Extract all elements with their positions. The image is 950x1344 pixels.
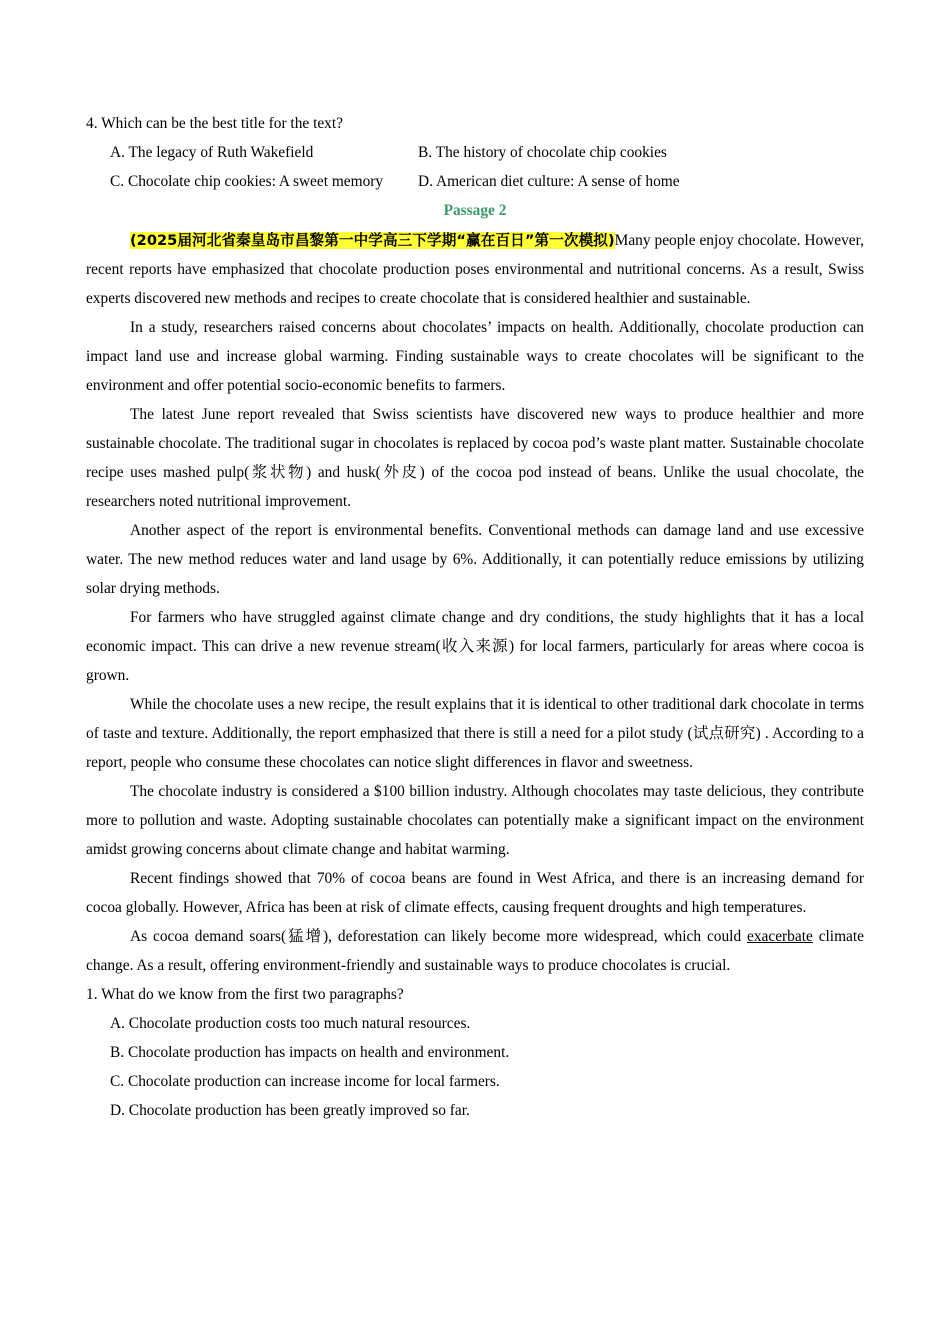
paragraph-2: In a study, researchers raised concerns about chocolates’ impacts on health. Additionally, chocolate production can impact land use and increase global warming. Finding sustainable ways to create chocolates will be significant to the environment and offer potential socio-economic benefits to farmers. [86,319,864,394]
paragraph-4: Another aspect of the report is environmental benefits. Conventional methods can damage land and use excessive water. The new method reduces water and land usage by 6%. Additionally, it can potentially reduce emissions by utilizing solar drying methods. [86,522,864,597]
question-4-option-d: D. American diet culture: A sense of home [418,173,680,190]
paragraph-5: For farmers who have struggled against climate change and dry conditions, the study highlights that it has a local economic impact. This can drive a new revenue stream(收入来源) for local farmers, particularly for areas where cocoa is grown. [86,609,864,684]
underlined-word: exacerbate [747,928,813,945]
source-tag: (2025届河北省秦皇岛市昌黎第一中学高三下学期“赢在百日”第一次模拟) [130,232,615,249]
paragraph-1 [86,226,864,313]
question-4-stem: 4. Which can be the best title for the text? [86,115,343,132]
question-1-option-d: D. Chocolate production has been greatly improved so far. [110,1102,470,1119]
passage-title: Passage 2 [443,202,507,219]
document-page [86,109,864,1125]
paragraph-6: While the chocolate uses a new recipe, the result explains that it is identical to other traditional dark chocolate in terms of taste and texture. Additionally, the report emphasized that there is still a need for a pilot study (试点研究) . According to a report, people who consume these chocolates can notice slight differences in flavor and sweetness. [86,696,864,771]
question-4-option-c: C. Chocolate chip cookies: A sweet memory [110,173,384,190]
paragraph-7: The chocolate industry is considered a $100 billion industry. Although chocolates may taste delicious, they contribute more to pollution and waste. Adopting sustainable chocolates can potentially make a significant impact on the environment amidst growing concerns about climate change and habitat warming. [86,783,864,858]
question-1-option-b: B. Chocolate production has impacts on health and environment. [110,1044,510,1061]
question-1-option-c: C. Chocolate production can increase income for local farmers. [110,1073,500,1090]
question-1-option-a: A. Chocolate production costs too much natural resources. [110,1015,471,1032]
question-4-options [86,138,864,196]
paragraph-3: The latest June report revealed that Swiss scientists have discovered new ways to produce healthier and more sustainable chocolate. The traditional sugar in chocolates is replaced by cocoa pod’s waste plant matter. Sustainable chocolate recipe uses mashed pulp(浆状物) and husk(外皮) of the cocoa pod instead of beans. Unlike the usual chocolate, the researchers noted nutritional improvement. [86,406,864,510]
paragraph-9 [86,922,864,980]
paragraph-9-before: As cocoa demand soars(猛增), deforestation can likely become more widespread, which could [130,928,748,945]
question-4-option-a: A. The legacy of Ruth Wakefield [110,144,314,161]
paragraph-9-after: climate change. As a result, offering environment-friendly and sustainable ways to produce chocolates is crucial. [86,928,864,974]
paragraph-1-text: Many people enjoy chocolate. However, recent reports have emphasized that chocolate production poses environmental and nutritional concerns. As a result, Swiss experts discovered new methods and recipes to create chocolate that is considered healthier and sustainable. [86,232,864,307]
question-1-stem: 1. What do we know from the first two paragraphs? [86,986,404,1003]
paragraph-8: Recent findings showed that 70% of cocoa beans are found in West Africa, and there is an increasing demand for cocoa globally. However, Africa has been at risk of climate effects, causing frequent droughts and high temperatures. [86,870,864,916]
question-4-option-b: B. The history of chocolate chip cookies [418,144,667,161]
